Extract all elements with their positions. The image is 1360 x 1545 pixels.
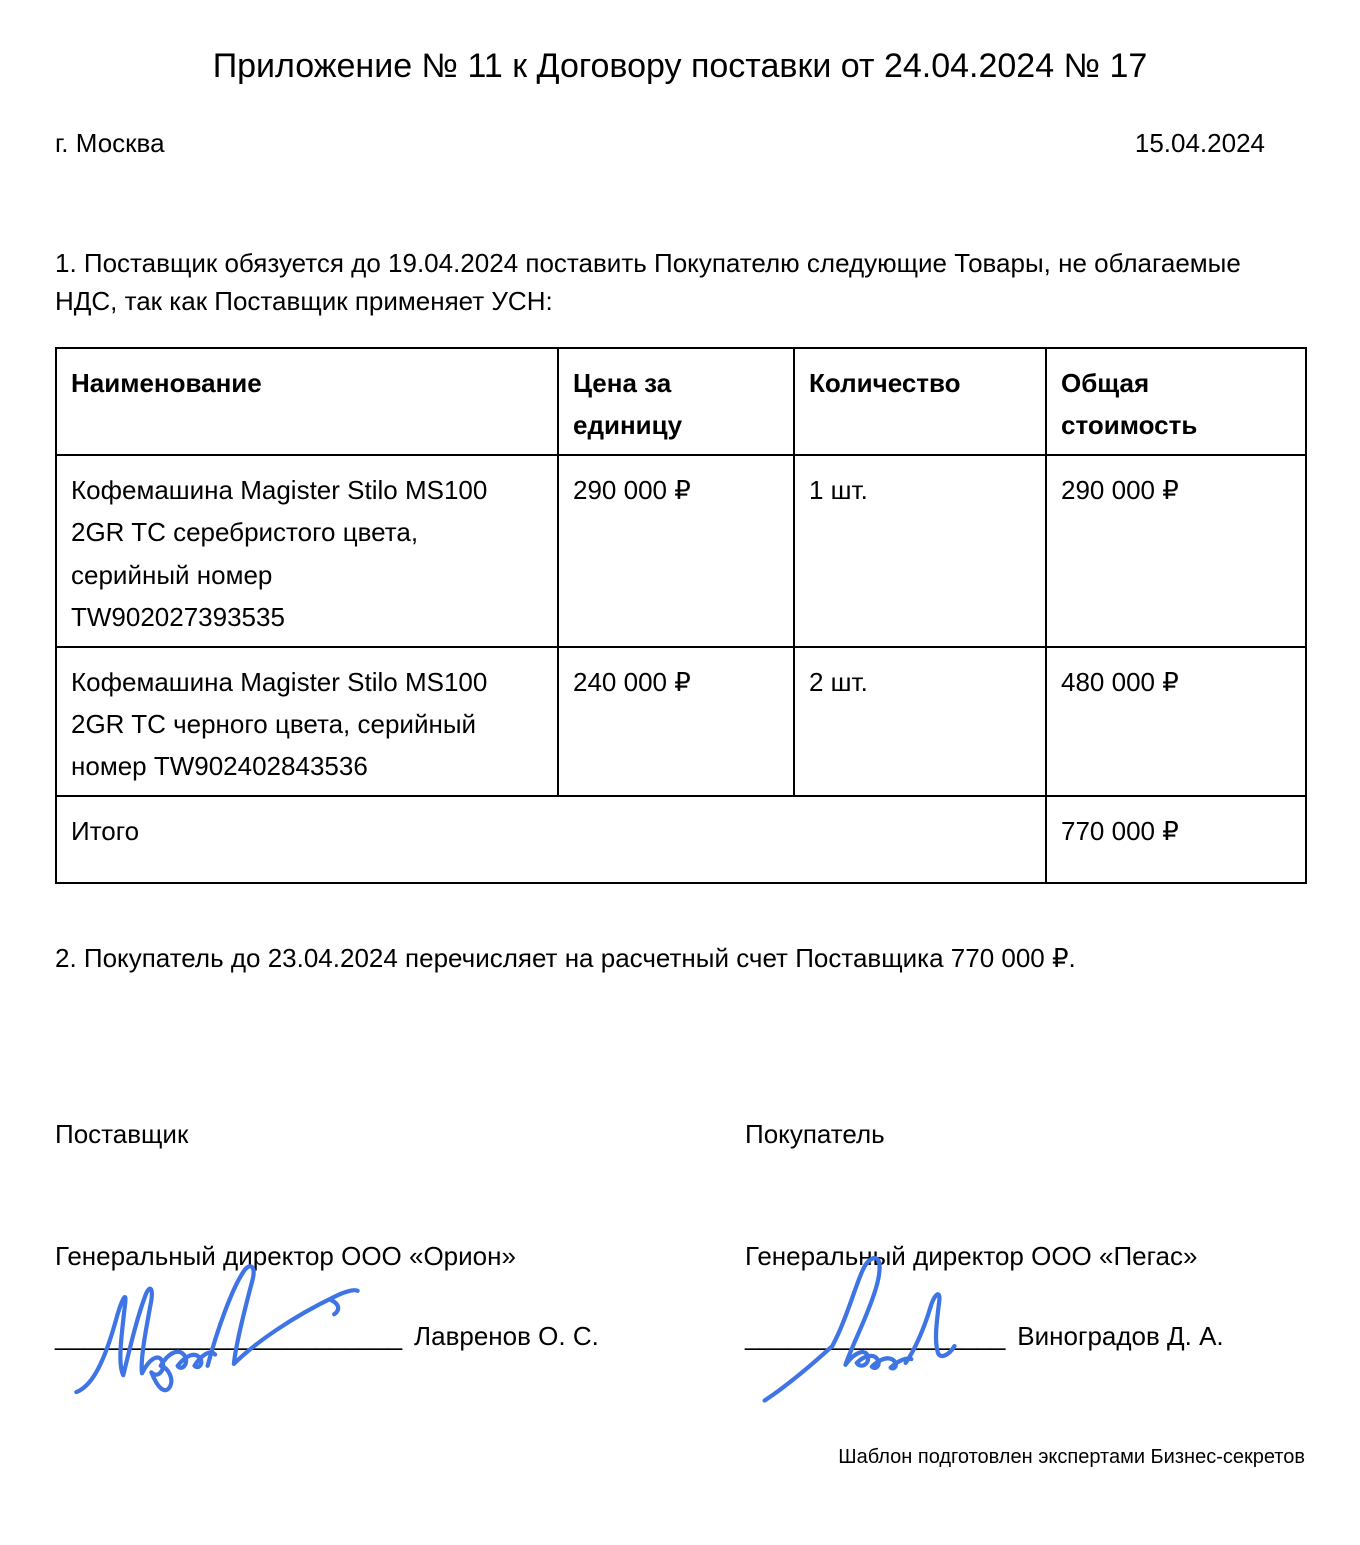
product-name-cell: Кофемашина Magister Stilo MS100 2GR TC черного цвета, серийный номер TW902402843536 — [56, 647, 558, 796]
clause-2-text: 2. Покупатель до 23.04.2024 перечисляет на расчетный счет Поставщика 770 000 ₽. — [55, 943, 1076, 974]
buyer-signature-row — [745, 1320, 1305, 1354]
unit-price-cell: 290 000 ₽ — [558, 455, 794, 646]
city-label: г. Москва — [55, 128, 165, 159]
page-title: Приложение № 11 к Договору поставки от 24.04.2024 № 17 — [212, 47, 1148, 85]
table-row — [56, 647, 1306, 796]
supplier-block — [55, 1118, 745, 1353]
quantity-cell: 1 шт. — [794, 455, 1046, 646]
total-value: 770 000 ₽ — [1046, 796, 1306, 883]
product-name-cell: Кофемашина Magister Stilo MS100 2GR TC серебристого цвета, серийный номер TW902027393535 — [56, 455, 558, 646]
column-header-name: Наименование — [56, 348, 558, 455]
column-header-unit-price: Цена за единицу — [558, 348, 794, 455]
clause-1-text: 1. Поставщик обязуется до 19.04.2024 поставить Покупателю следующие Товары, не облагаемые НДС, так как Поставщик применяет УСН: — [55, 248, 1241, 317]
total-label: Итого — [56, 796, 1046, 883]
buyer-director-label: Генеральный директор ООО «Пегас» — [745, 1240, 1198, 1271]
buyer-party-label: Покупатель — [745, 1119, 885, 1150]
supplier-signature-line: ________________________ — [55, 1320, 403, 1351]
supplier-signatory-name: Лавренов О. С. — [414, 1320, 599, 1351]
column-header-total: Общая стоимость — [1046, 348, 1306, 455]
goods-table — [55, 347, 1307, 884]
supplier-signature-row — [55, 1320, 745, 1354]
buyer-block — [745, 1118, 1305, 1353]
table-row — [56, 455, 1306, 646]
meta-row — [55, 128, 1305, 159]
quantity-cell: 2 шт. — [794, 647, 1046, 796]
unit-price-cell: 240 000 ₽ — [558, 647, 794, 796]
row-total-cell: 290 000 ₽ — [1046, 455, 1306, 646]
table-header-row — [56, 348, 1306, 455]
signatures-section — [55, 1118, 1305, 1353]
buyer-signature-line: __________________ — [745, 1320, 1006, 1351]
buyer-signatory-name: Виноградов Д. А. — [1017, 1320, 1224, 1351]
total-row — [56, 796, 1306, 883]
footer-note: Шаблон подготовлен экспертами Бизнес-секретов — [838, 1445, 1305, 1468]
date-label: 15.04.2024 — [1134, 128, 1265, 159]
row-total-cell: 480 000 ₽ — [1046, 647, 1306, 796]
supplier-director-label: Генеральный директор ООО «Орион» — [55, 1240, 516, 1271]
column-header-quantity: Количество — [794, 348, 1046, 455]
supplier-party-label: Поставщик — [55, 1119, 189, 1150]
